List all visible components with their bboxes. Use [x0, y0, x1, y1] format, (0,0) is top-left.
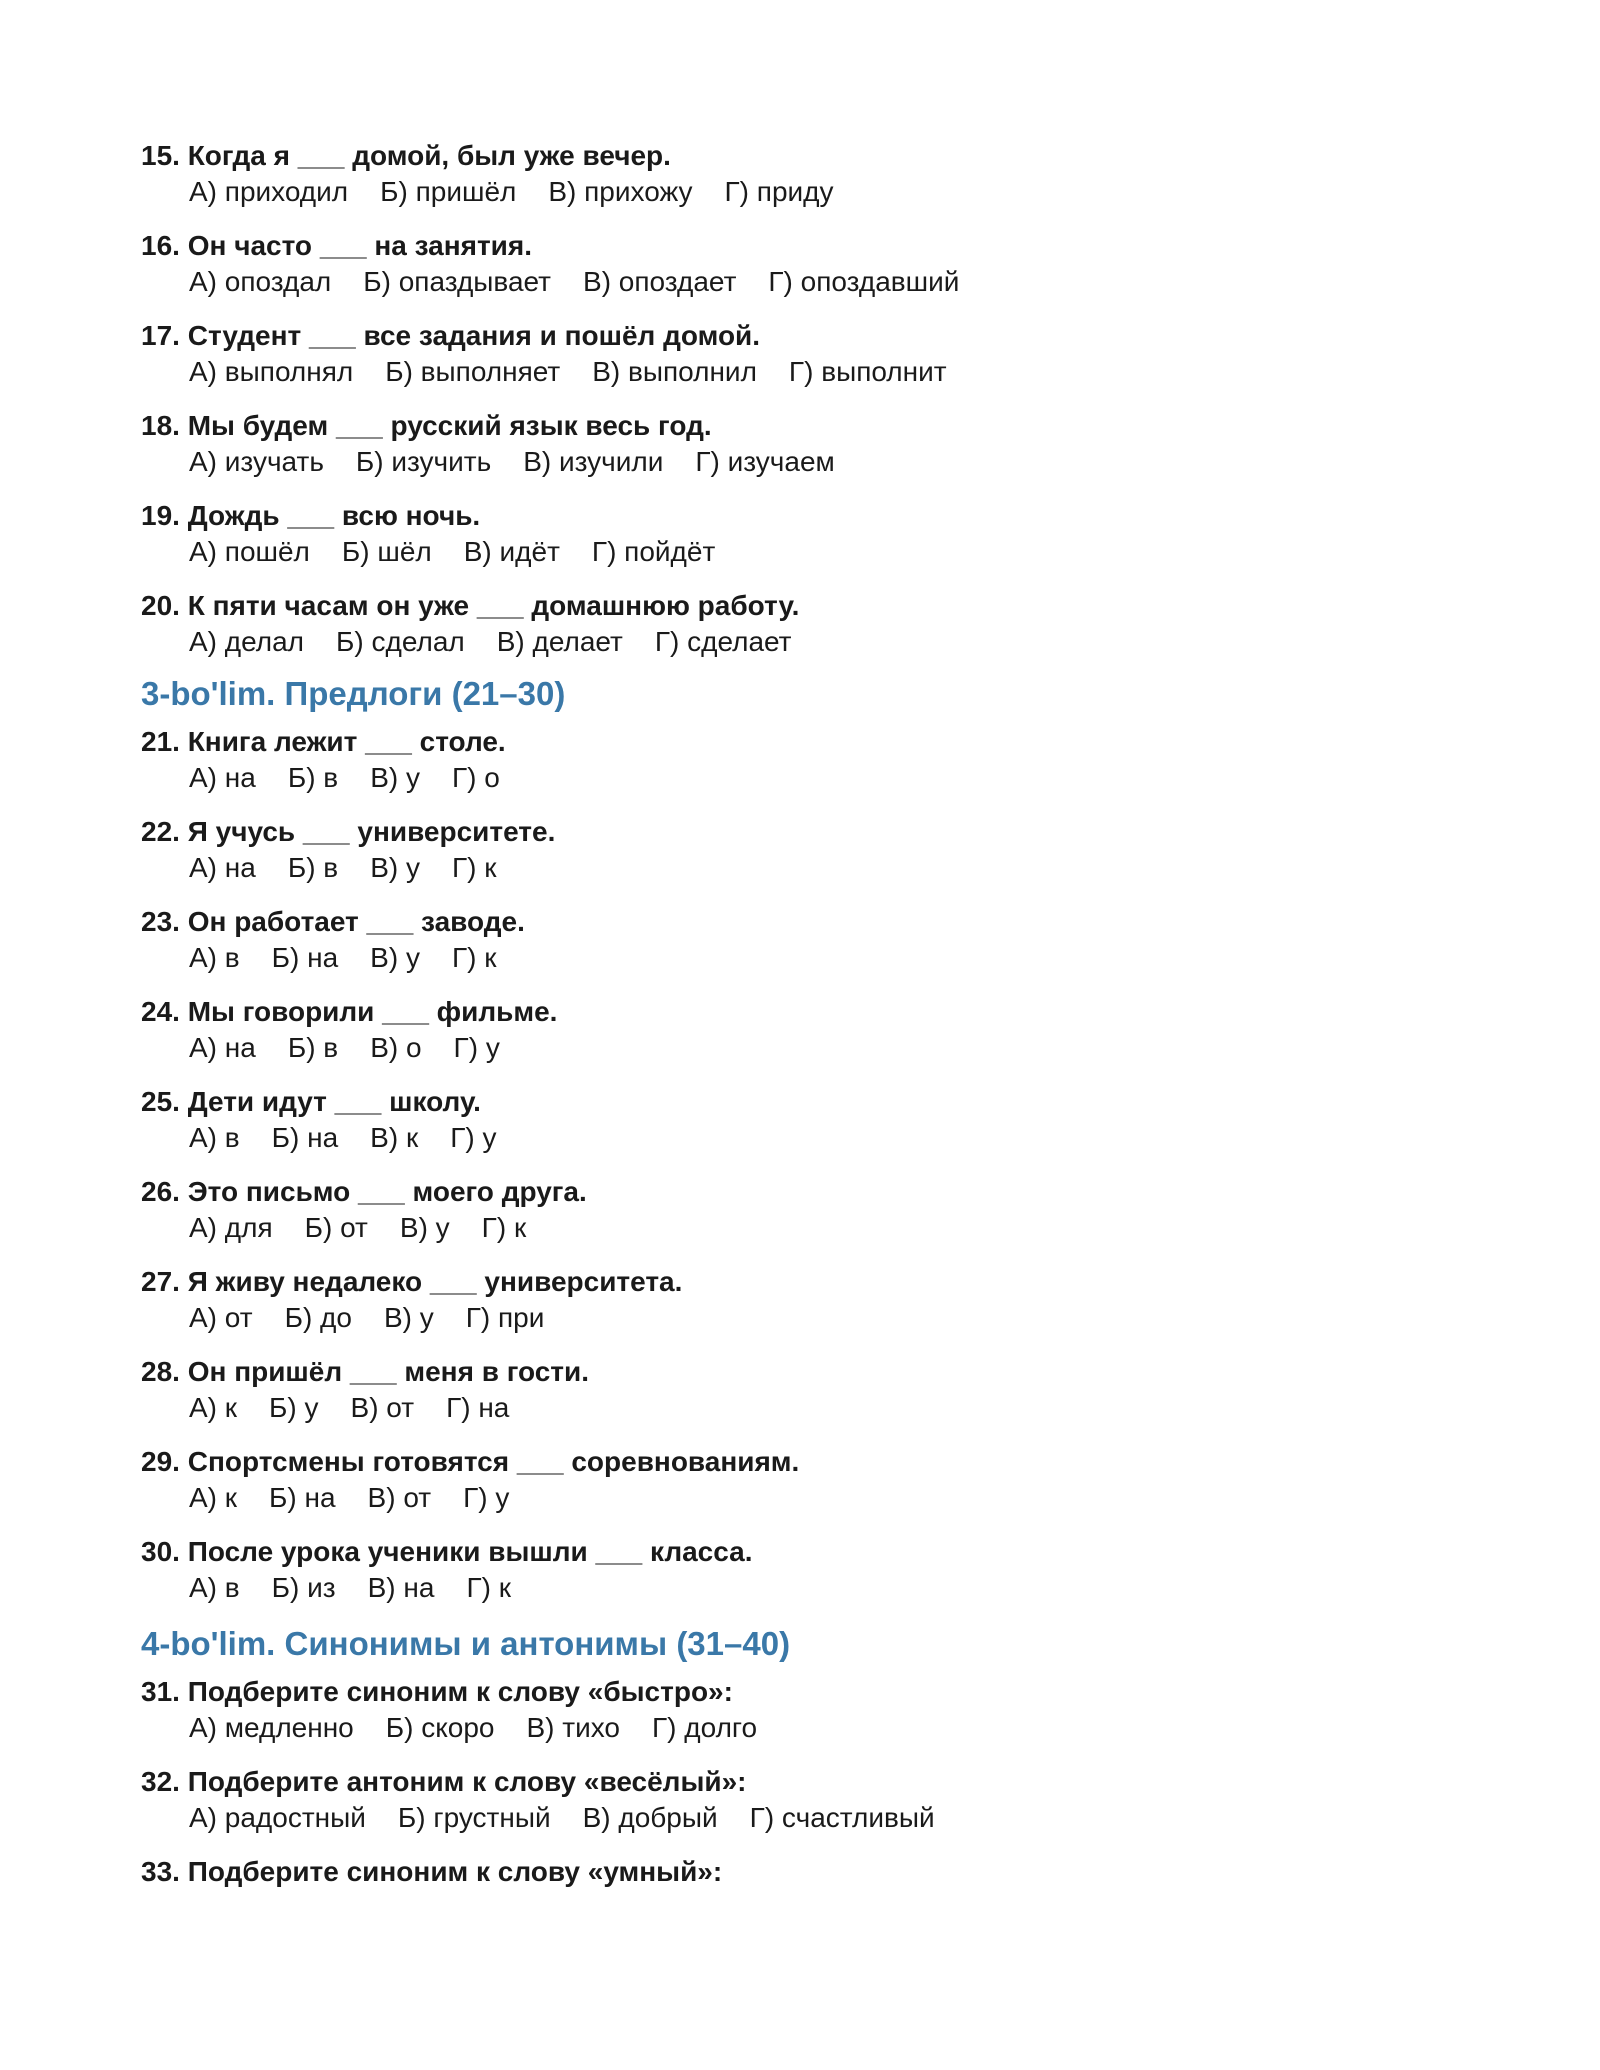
answer-options: [141, 760, 1441, 796]
answer-option: Б) из: [271, 1572, 336, 1603]
answer-option: А) в: [189, 1122, 240, 1153]
answer-option: В) добрый: [582, 1802, 718, 1833]
answer-options: [141, 940, 1441, 976]
question-item: [141, 1174, 1441, 1246]
question-prompt: Он работает ___ заводе.: [187, 906, 525, 937]
answer-option: Б) изучить: [355, 446, 492, 477]
question-text: [141, 1764, 1441, 1800]
answer-option: В) к: [370, 1122, 419, 1153]
answer-option: А) приходил: [189, 176, 349, 207]
answer-option: В) идёт: [463, 536, 560, 567]
question-prompt: После урока ученики вышли ___ класса.: [187, 1536, 753, 1567]
question-prompt: Спортсмены готовятся ___ соревнованиям.: [187, 1446, 800, 1477]
answer-option: Б) пришёл: [380, 176, 517, 207]
answer-option: Г) у: [450, 1122, 497, 1153]
answer-option: А) к: [189, 1392, 238, 1423]
answer-options: [141, 1390, 1441, 1426]
answer-option: В) на: [367, 1572, 435, 1603]
section-title-prepositions: 3-bo'lim. Предлоги (21–30): [141, 675, 566, 712]
answer-option: Г) приду: [724, 176, 834, 207]
answer-option: А) пошёл: [189, 536, 310, 567]
answer-option: Б) в: [287, 852, 339, 883]
question-item: [141, 1354, 1441, 1426]
answer-option: В) опоздает: [583, 266, 737, 297]
answer-options: [141, 1570, 1441, 1606]
answer-option: А) к: [189, 1482, 238, 1513]
questions-block-grammar: [141, 138, 1441, 660]
questions-block-synonyms: [141, 1674, 1441, 1890]
answer-options: [141, 264, 1441, 300]
question-text: [141, 904, 1441, 940]
question-item: [141, 318, 1441, 390]
answer-option: Б) опаздывает: [363, 266, 552, 297]
question-item: [141, 814, 1441, 886]
answer-option: А) делал: [189, 626, 305, 657]
answer-option: Б) на: [269, 1482, 336, 1513]
question-prompt: Когда я ___ домой, был уже вечер.: [187, 140, 671, 171]
answer-options: [141, 624, 1441, 660]
question-item: [141, 1084, 1441, 1156]
answer-options: [141, 354, 1441, 390]
question-prompt: Он пришёл ___ меня в гости.: [187, 1356, 590, 1387]
question-number: 31.: [141, 1676, 180, 1707]
question-item: [141, 588, 1441, 660]
question-number: 29.: [141, 1446, 180, 1477]
question-text: [141, 318, 1441, 354]
question-text: [141, 1084, 1441, 1120]
question-number: 17.: [141, 320, 180, 351]
answer-option: Г) сделает: [654, 626, 792, 657]
answer-option: В) выполнил: [592, 356, 757, 387]
answer-option: В) прихожу: [548, 176, 693, 207]
question-item: [141, 1264, 1441, 1336]
answer-option: Б) шёл: [341, 536, 432, 567]
question-number: 32.: [141, 1766, 180, 1797]
answer-option: Г) у: [453, 1032, 500, 1063]
question-number: 23.: [141, 906, 180, 937]
answer-option: Г) долго: [652, 1712, 758, 1743]
question-text: [141, 814, 1441, 850]
question-item: [141, 904, 1441, 976]
question-prompt: Студент ___ все задания и пошёл домой.: [187, 320, 761, 351]
answer-option: Б) скоро: [385, 1712, 495, 1743]
answer-option: Б) грустный: [397, 1802, 551, 1833]
question-text: [141, 1674, 1441, 1710]
answer-option: Г) к: [481, 1212, 527, 1243]
question-number: 18.: [141, 410, 180, 441]
answer-option: В) у: [370, 762, 420, 793]
answer-option: Г) к: [451, 942, 497, 973]
answer-option: А) на: [189, 852, 256, 883]
question-text: [141, 1264, 1441, 1300]
answer-options: [141, 534, 1441, 570]
answer-option: Б) от: [304, 1212, 368, 1243]
question-number: 21.: [141, 726, 180, 757]
answer-option: Б) у: [269, 1392, 319, 1423]
answer-option: Г) к: [451, 852, 497, 883]
question-text: [141, 1444, 1441, 1480]
question-number: 15.: [141, 140, 180, 171]
answer-option: Г) у: [463, 1482, 510, 1513]
question-prompt: Мы будем ___ русский язык весь год.: [187, 410, 712, 441]
answer-option: Б) в: [287, 762, 339, 793]
answer-option: А) опоздал: [189, 266, 332, 297]
question-prompt: Подберите антоним к слову «весёлый»:: [187, 1766, 747, 1797]
question-prompt: Я учусь ___ университете.: [187, 816, 556, 847]
answer-option: В) о: [370, 1032, 422, 1063]
question-text: [141, 724, 1441, 760]
question-text: [141, 1534, 1441, 1570]
question-prompt: Я живу недалеко ___ университета.: [187, 1266, 683, 1297]
question-number: 26.: [141, 1176, 180, 1207]
answer-option: Г) выполнит: [788, 356, 947, 387]
question-item: [141, 1764, 1441, 1836]
answer-option: А) изучать: [189, 446, 324, 477]
question-number: 16.: [141, 230, 180, 261]
question-prompt: Книга лежит ___ столе.: [187, 726, 506, 757]
answer-option: А) в: [189, 1572, 240, 1603]
answer-option: Г) пойдёт: [591, 536, 716, 567]
answer-option: А) на: [189, 1032, 256, 1063]
question-item: [141, 1854, 1441, 1890]
answer-option: Г) счастливый: [749, 1802, 935, 1833]
answer-option: В) от: [367, 1482, 432, 1513]
question-number: 27.: [141, 1266, 180, 1297]
question-number: 30.: [141, 1536, 180, 1567]
question-number: 19.: [141, 500, 180, 531]
answer-option: В) у: [370, 852, 420, 883]
answer-option: В) от: [350, 1392, 415, 1423]
section-title-synonyms-antonyms: 4-bo'lim. Синонимы и антонимы (31–40): [141, 1625, 791, 1662]
question-prompt: Подберите синоним к слову «умный»:: [187, 1856, 723, 1887]
answer-option: Г) к: [466, 1572, 511, 1603]
answer-option: В) делает: [496, 626, 623, 657]
question-text: [141, 1854, 1441, 1890]
answer-option: Г) опоздавший: [768, 266, 960, 297]
answer-options: [141, 444, 1441, 480]
answer-options: [141, 1800, 1441, 1836]
answer-options: [141, 174, 1441, 210]
questions-block-prepositions: [141, 724, 1441, 1606]
answer-option: Г) изучаем: [695, 446, 835, 477]
question-number: 25.: [141, 1086, 180, 1117]
answer-options: [141, 1030, 1441, 1066]
question-item: [141, 138, 1441, 210]
question-text: [141, 498, 1441, 534]
answer-option: Б) на: [271, 942, 339, 973]
answer-option: В) тихо: [526, 1712, 621, 1743]
question-item: [141, 498, 1441, 570]
answer-option: А) выполнял: [189, 356, 354, 387]
answer-option: А) радостный: [189, 1802, 366, 1833]
answer-options: [141, 1710, 1441, 1746]
question-prompt: Дети идут ___ школу.: [187, 1086, 481, 1117]
question-prompt: Это письмо ___ моего друга.: [187, 1176, 587, 1207]
answer-option: Г) при: [465, 1302, 545, 1333]
question-item: [141, 228, 1441, 300]
answer-option: Б) в: [287, 1032, 339, 1063]
question-text: [141, 408, 1441, 444]
question-number: 24.: [141, 996, 180, 1027]
answer-options: [141, 1210, 1441, 1246]
question-item: [141, 1674, 1441, 1746]
answer-options: [141, 1120, 1441, 1156]
question-item: [141, 994, 1441, 1066]
answer-option: Б) выполняет: [385, 356, 561, 387]
question-prompt: Подберите синоним к слову «быстро»:: [187, 1676, 733, 1707]
question-item: [141, 408, 1441, 480]
answer-option: Г) на: [446, 1392, 510, 1423]
document-page: [141, 138, 1441, 1908]
question-prompt: К пяти часам он уже ___ домашнюю работу.: [187, 590, 800, 621]
answer-option: В) изучили: [523, 446, 664, 477]
question-number: 22.: [141, 816, 180, 847]
question-number: 20.: [141, 590, 180, 621]
answer-option: Г) о: [451, 762, 500, 793]
question-item: [141, 1444, 1441, 1516]
answer-option: Б) до: [284, 1302, 352, 1333]
answer-option: В) у: [383, 1302, 434, 1333]
question-number: 33.: [141, 1856, 180, 1887]
answer-options: [141, 850, 1441, 886]
answer-option: В) у: [370, 942, 420, 973]
answer-option: А) в: [189, 942, 240, 973]
answer-option: В) у: [399, 1212, 450, 1243]
answer-options: [141, 1480, 1441, 1516]
answer-option: А) от: [189, 1302, 253, 1333]
answer-option: А) для: [189, 1212, 273, 1243]
question-text: [141, 588, 1441, 624]
question-prompt: Дождь ___ всю ночь.: [187, 500, 481, 531]
question-text: [141, 228, 1441, 264]
answer-option: Б) на: [271, 1122, 339, 1153]
question-text: [141, 1354, 1441, 1390]
question-prompt: Мы говорили ___ фильме.: [187, 996, 558, 1027]
question-number: 28.: [141, 1356, 180, 1387]
answer-options: [141, 1300, 1441, 1336]
question-text: [141, 138, 1441, 174]
question-text: [141, 1174, 1441, 1210]
question-prompt: Он часто ___ на занятия.: [187, 230, 532, 261]
question-item: [141, 1534, 1441, 1606]
answer-option: А) медленно: [189, 1712, 354, 1743]
question-text: [141, 994, 1441, 1030]
question-item: [141, 724, 1441, 796]
answer-option: Б) сделал: [336, 626, 465, 657]
answer-option: А) на: [189, 762, 256, 793]
